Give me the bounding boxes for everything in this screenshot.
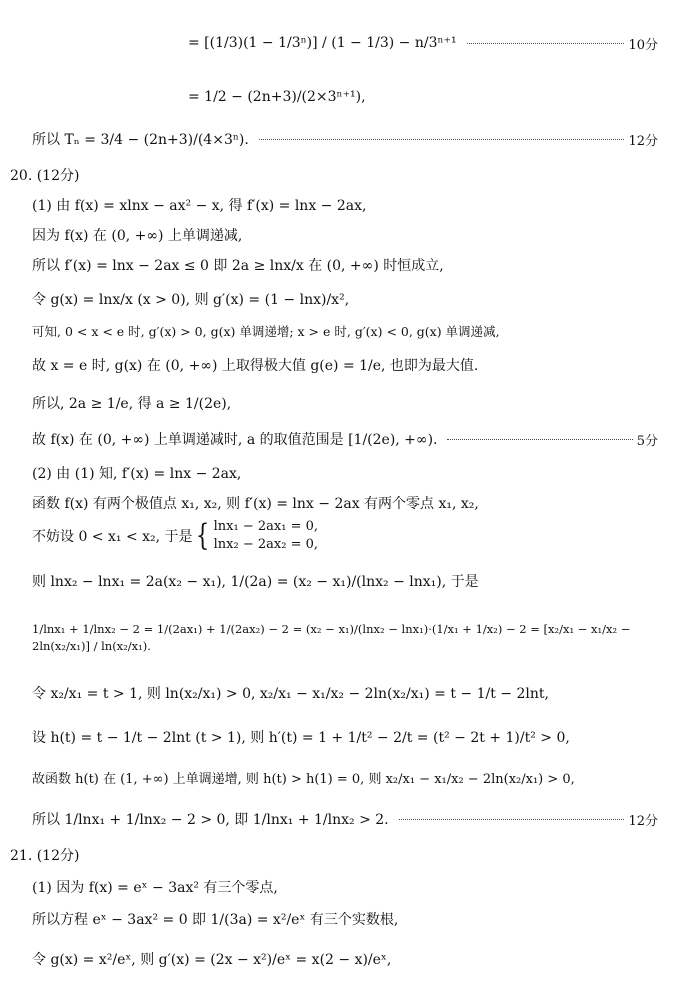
text-b1: (2) 由 (1) 知, f′(x) = lnx − 2ax, (32, 466, 242, 482)
line-a5 (32, 316, 662, 346)
text-a1: (1) 由 f(x) = xlnx − ax² − x, 得 f′(x) = lnx − 2ax, (32, 198, 367, 214)
leader-dots (259, 138, 625, 140)
question-21-label: 21. (12分) (10, 848, 80, 864)
line-2 (188, 82, 628, 112)
text-b9: 所以 1/lnx₁ + 1/lnx₂ − 2 > 0, 即 1/lnx₁ + 1/lnx₂ > 2. (32, 812, 389, 828)
text-b3-pre: 不妨设 0 < x₁ < x₂, 于是 (32, 529, 193, 545)
text-b4: 则 lnx₂ − lnx₁ = 2a(x₂ − x₁), 1/(2a) = (x₂ − x₁)/(lnx₂ − lnx₁), 于是 (32, 574, 479, 590)
line-b6 (32, 678, 662, 708)
text-b7: 设 h(t) = t − 1/t − 2lnt (t > 1), 则 h′(t) = 1 + 1/t² − 2/t = (t² − 2t + 1)/t² > 0, (32, 730, 570, 746)
score-12: 12分 (628, 133, 658, 149)
line-b9 (32, 804, 658, 834)
line-a4 (32, 284, 652, 314)
math-line-3: 所以 Tₙ = 3/4 − (2n+3)/(4×3ⁿ). (32, 132, 249, 148)
text-b6: 令 x₂/x₁ = t > 1, 则 ln(x₂/x₁) > 0, x₂/x₁ − x₁/x₂ − 2ln(x₂/x₁) = t − 1/t − 2lnt, (32, 686, 549, 702)
equation-system (193, 518, 318, 553)
line-b3 (32, 514, 652, 558)
line-b1 (32, 458, 652, 488)
text-a6: 故 x = e 时, g(x) 在 (0, +∞) 上取得极大值 g(e) = 1/e, 也即为最大值. (32, 358, 479, 374)
leader-dots (447, 438, 632, 440)
line-b7 (32, 722, 662, 752)
math-line-1: = [(1/3)(1 − 1/3ⁿ)] / (1 − 1/3) − n/3ⁿ⁺¹ (188, 35, 457, 51)
text-a7: 所以, 2a ≥ 1/e, 得 a ≥ 1/(2e), (32, 396, 232, 412)
text-a3: 所以 f′(x) = lnx − 2ax ≤ 0 即 2a ≥ lnx/x 在 (0, +∞) 时恒成立, (32, 258, 444, 274)
leader-dots (399, 818, 625, 820)
line-b8 (32, 762, 662, 792)
text-a8: 故 f(x) 在 (0, +∞) 上单调递减时, a 的取值范围是 [1/(2e), +∞). (32, 432, 438, 448)
line-c2 (32, 904, 652, 934)
text-a5: 可知, 0 < x < e 时, g′(x) > 0, g(x) 单调递增; x > e 时, g′(x) < 0, g(x) 单调递减, (32, 324, 500, 339)
line-a1 (32, 190, 652, 220)
line-a6 (32, 350, 652, 380)
line-a8 (32, 424, 658, 454)
score-10: 10分 (628, 37, 658, 53)
question-20-header (10, 160, 650, 190)
text-b2: 函数 f(x) 有两个极值点 x₁, x₂, 则 f′(x) = lnx − 2ax 有两个零点 x₁, x₂, (32, 496, 479, 512)
line-a3 (32, 250, 652, 280)
score-12b: 12分 (628, 813, 658, 829)
line-b4 (32, 566, 652, 596)
leader-dots (467, 42, 625, 44)
text-b8: 故函数 h(t) 在 (1, +∞) 上单调递增, 则 h(t) > h(1) = 0, 则 x₂/x₁ − x₁/x₂ − 2ln(x₂/x₁) > 0, (32, 771, 575, 787)
text-c3: 令 g(x) = x²/eˣ, 则 g′(x) = (2x − x²)/eˣ = x(2 − x)/eˣ, (32, 952, 392, 968)
line-1 (188, 22, 658, 64)
text-b5: 1/lnx₁ + 1/lnx₂ − 2 = 1/(2ax₁) + 1/(2ax₂) − 2 = (x₂ − x₁)/(lnx₂ − lnx₁)·(1/x₁ + 1/x₂) − 2 = [x₂/x₁ − x₁/x₂ − 2ln(x₂/x₁)] / ln(x₂/x₁). (32, 621, 631, 653)
line-c1 (32, 872, 652, 902)
question-20-label: 20. (12分) (10, 168, 80, 184)
line-a2 (32, 220, 652, 250)
text-a2: 因为 f(x) 在 (0, +∞) 上单调递减, (32, 228, 243, 244)
text-a4: 令 g(x) = lnx/x (x > 0), 则 g′(x) = (1 − lnx)/x², (32, 292, 350, 308)
system-eq-1: lnx₁ − 2ax₁ = 0, (213, 519, 318, 535)
score-5: 5分 (636, 433, 658, 449)
text-c2: 所以方程 eˣ − 3ax² = 0 即 1/(3a) = x²/eˣ 有三个实数根, (32, 912, 399, 928)
question-21-header (10, 840, 650, 870)
line-3 (32, 124, 658, 154)
math-line-2: = 1/2 − (2n+3)/(2×3ⁿ⁺¹), (188, 89, 366, 105)
brace-glyph: { (195, 518, 209, 553)
text-c1: (1) 因为 f(x) = eˣ − 3ax² 有三个零点, (32, 880, 278, 896)
system-eq-2: lnx₂ − 2ax₂ = 0, (213, 537, 318, 552)
line-b5 (32, 612, 672, 664)
line-a7 (32, 388, 652, 418)
line-c3 (32, 944, 652, 974)
